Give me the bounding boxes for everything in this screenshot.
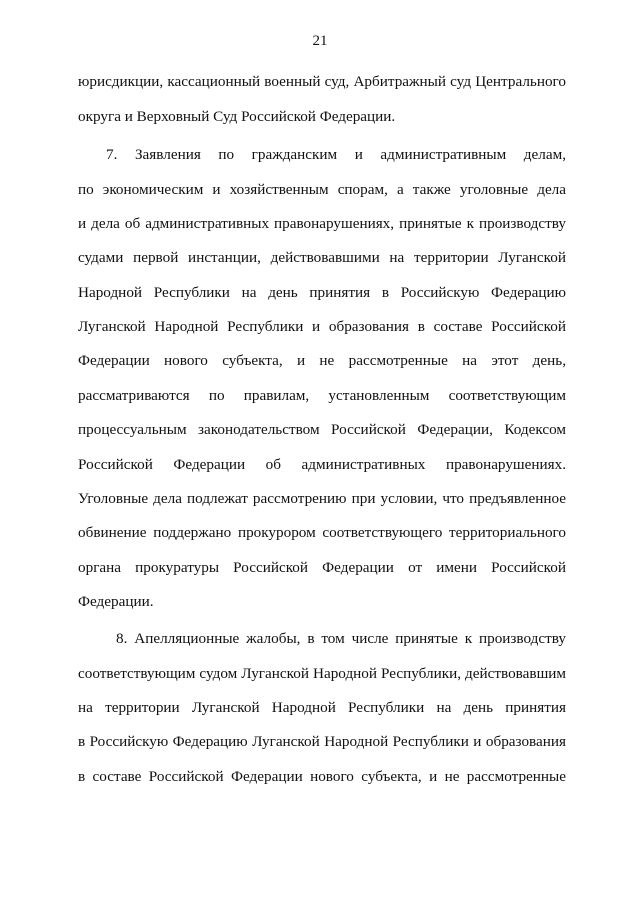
text-line: Российской Федерации об административных правонарушениях. bbox=[78, 456, 566, 473]
text-line: по экономическим и хозяйственным спорам, а также уголовные дела bbox=[78, 181, 566, 198]
text-line: в составе Российской Федерации нового субъекта, и не рассмотренные bbox=[78, 768, 566, 785]
paragraph-8-start: 8. Апелляционные жалобы, в том числе принятые к производству bbox=[116, 630, 566, 647]
paragraph-7-start: 7. Заявления по гражданским и административным делам, bbox=[106, 146, 566, 163]
text-line: Федерации. bbox=[78, 593, 154, 610]
text-line: и дела об административных правонарушениях, принятые к производству bbox=[78, 215, 566, 232]
text-line: Луганской Народной Республики и образования в составе Российской bbox=[78, 318, 566, 335]
text-line: обвинение поддержано прокурором соответствующего территориального bbox=[78, 524, 566, 541]
page-number: 21 bbox=[312, 33, 328, 49]
text-line: органа прокуратуры Российской Федерации от имени Российской bbox=[78, 559, 566, 576]
text-line: Народной Республики на день принятия в Российскую Федерацию bbox=[78, 284, 566, 301]
text-line: юрисдикции, кассационный военный суд, Арбитражный суд Центрального bbox=[78, 73, 566, 90]
text-line: процессуальным законодательством Российской Федерации, Кодексом bbox=[78, 421, 566, 438]
text-line: в Российскую Федерацию Луганской Народной Республики и образования bbox=[78, 733, 566, 750]
text-line: Уголовные дела подлежат рассмотрению при условии, что предъявленное bbox=[78, 490, 566, 507]
text-line: рассматриваются по правилам, установленным соответствующим bbox=[78, 387, 566, 404]
text-line: судами первой инстанции, действовавшими на территории Луганской bbox=[78, 249, 566, 266]
text-line: округа и Верховный Суд Российской Федерации. bbox=[78, 108, 396, 125]
text-line: Федерации нового субъекта, и не рассмотренные на этот день, bbox=[78, 352, 566, 369]
text-line: на территории Луганской Народной Республики на день принятия bbox=[78, 699, 566, 716]
text-line: соответствующим судом Луганской Народной Республики, действовавшим bbox=[78, 665, 566, 682]
